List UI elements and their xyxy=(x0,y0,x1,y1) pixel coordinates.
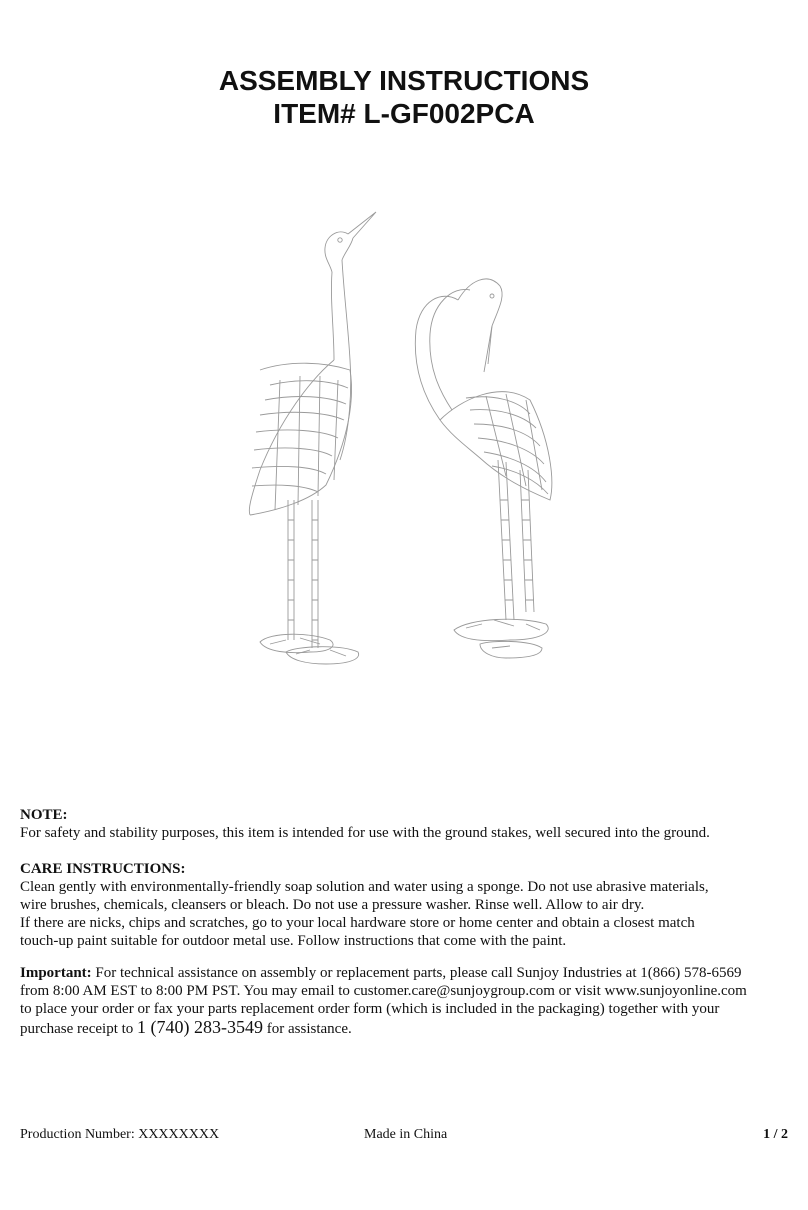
important-line-4-post: for assistance. xyxy=(263,1021,352,1037)
important-line-2: from 8:00 AM EST to 8:00 PM PST. You may email to customer.care@sunjoygroup.com or visit www.sunjoyonline.com xyxy=(20,983,747,999)
note-section xyxy=(20,806,800,842)
important-label: Important: xyxy=(20,965,92,981)
title-line-2: ITEM# L-GF002PCA xyxy=(273,98,535,129)
note-text: For safety and stability purposes, this item is intended for use with the ground stakes, well secured into the ground. xyxy=(20,825,710,841)
important-line-1: For technical assistance on assembly or replacement parts, please call Sunjoy Industries at 1(866) 578-6569 xyxy=(91,965,742,981)
fax-number: 1 (740) 283-3549 xyxy=(137,1017,264,1037)
production-number: Production Number: XXXXXXXX xyxy=(20,1127,220,1142)
important-line-4 xyxy=(20,1018,800,1038)
title-line-1: ASSEMBLY INSTRUCTIONS xyxy=(218,65,590,96)
country-of-origin: Made in China xyxy=(364,1127,448,1142)
care-line: touch-up paint suitable for outdoor metal use. Follow instructions that come with the paint. xyxy=(20,933,567,949)
crane-statues-illustration xyxy=(230,200,570,680)
left-crane-figure xyxy=(249,212,376,664)
care-section xyxy=(20,860,800,950)
care-heading: CARE INSTRUCTIONS: xyxy=(20,861,186,877)
note-heading: NOTE: xyxy=(20,807,68,823)
important-line xyxy=(20,964,800,982)
page-number: 1 / 2 xyxy=(763,1127,788,1142)
important-line-3: to place your order or fax your parts replacement order form (which is included in the packaging) together with your xyxy=(20,1001,720,1017)
care-line: wire brushes, chemicals, cleansers or bleach. Do not use a pressure washer. Rinse well. Allow to air dry. xyxy=(20,897,645,913)
right-crane-figure xyxy=(415,279,551,658)
care-line: If there are nicks, chips and scratches, go to your local hardware store or home center and obtain a closest match xyxy=(20,915,695,931)
important-section xyxy=(20,964,800,1038)
document-title xyxy=(0,64,808,130)
important-line-4-pre: purchase receipt to xyxy=(20,1021,138,1037)
care-line: Clean gently with environmentally-friendly soap solution and water using a sponge. Do not use abrasive materials, xyxy=(20,879,709,895)
